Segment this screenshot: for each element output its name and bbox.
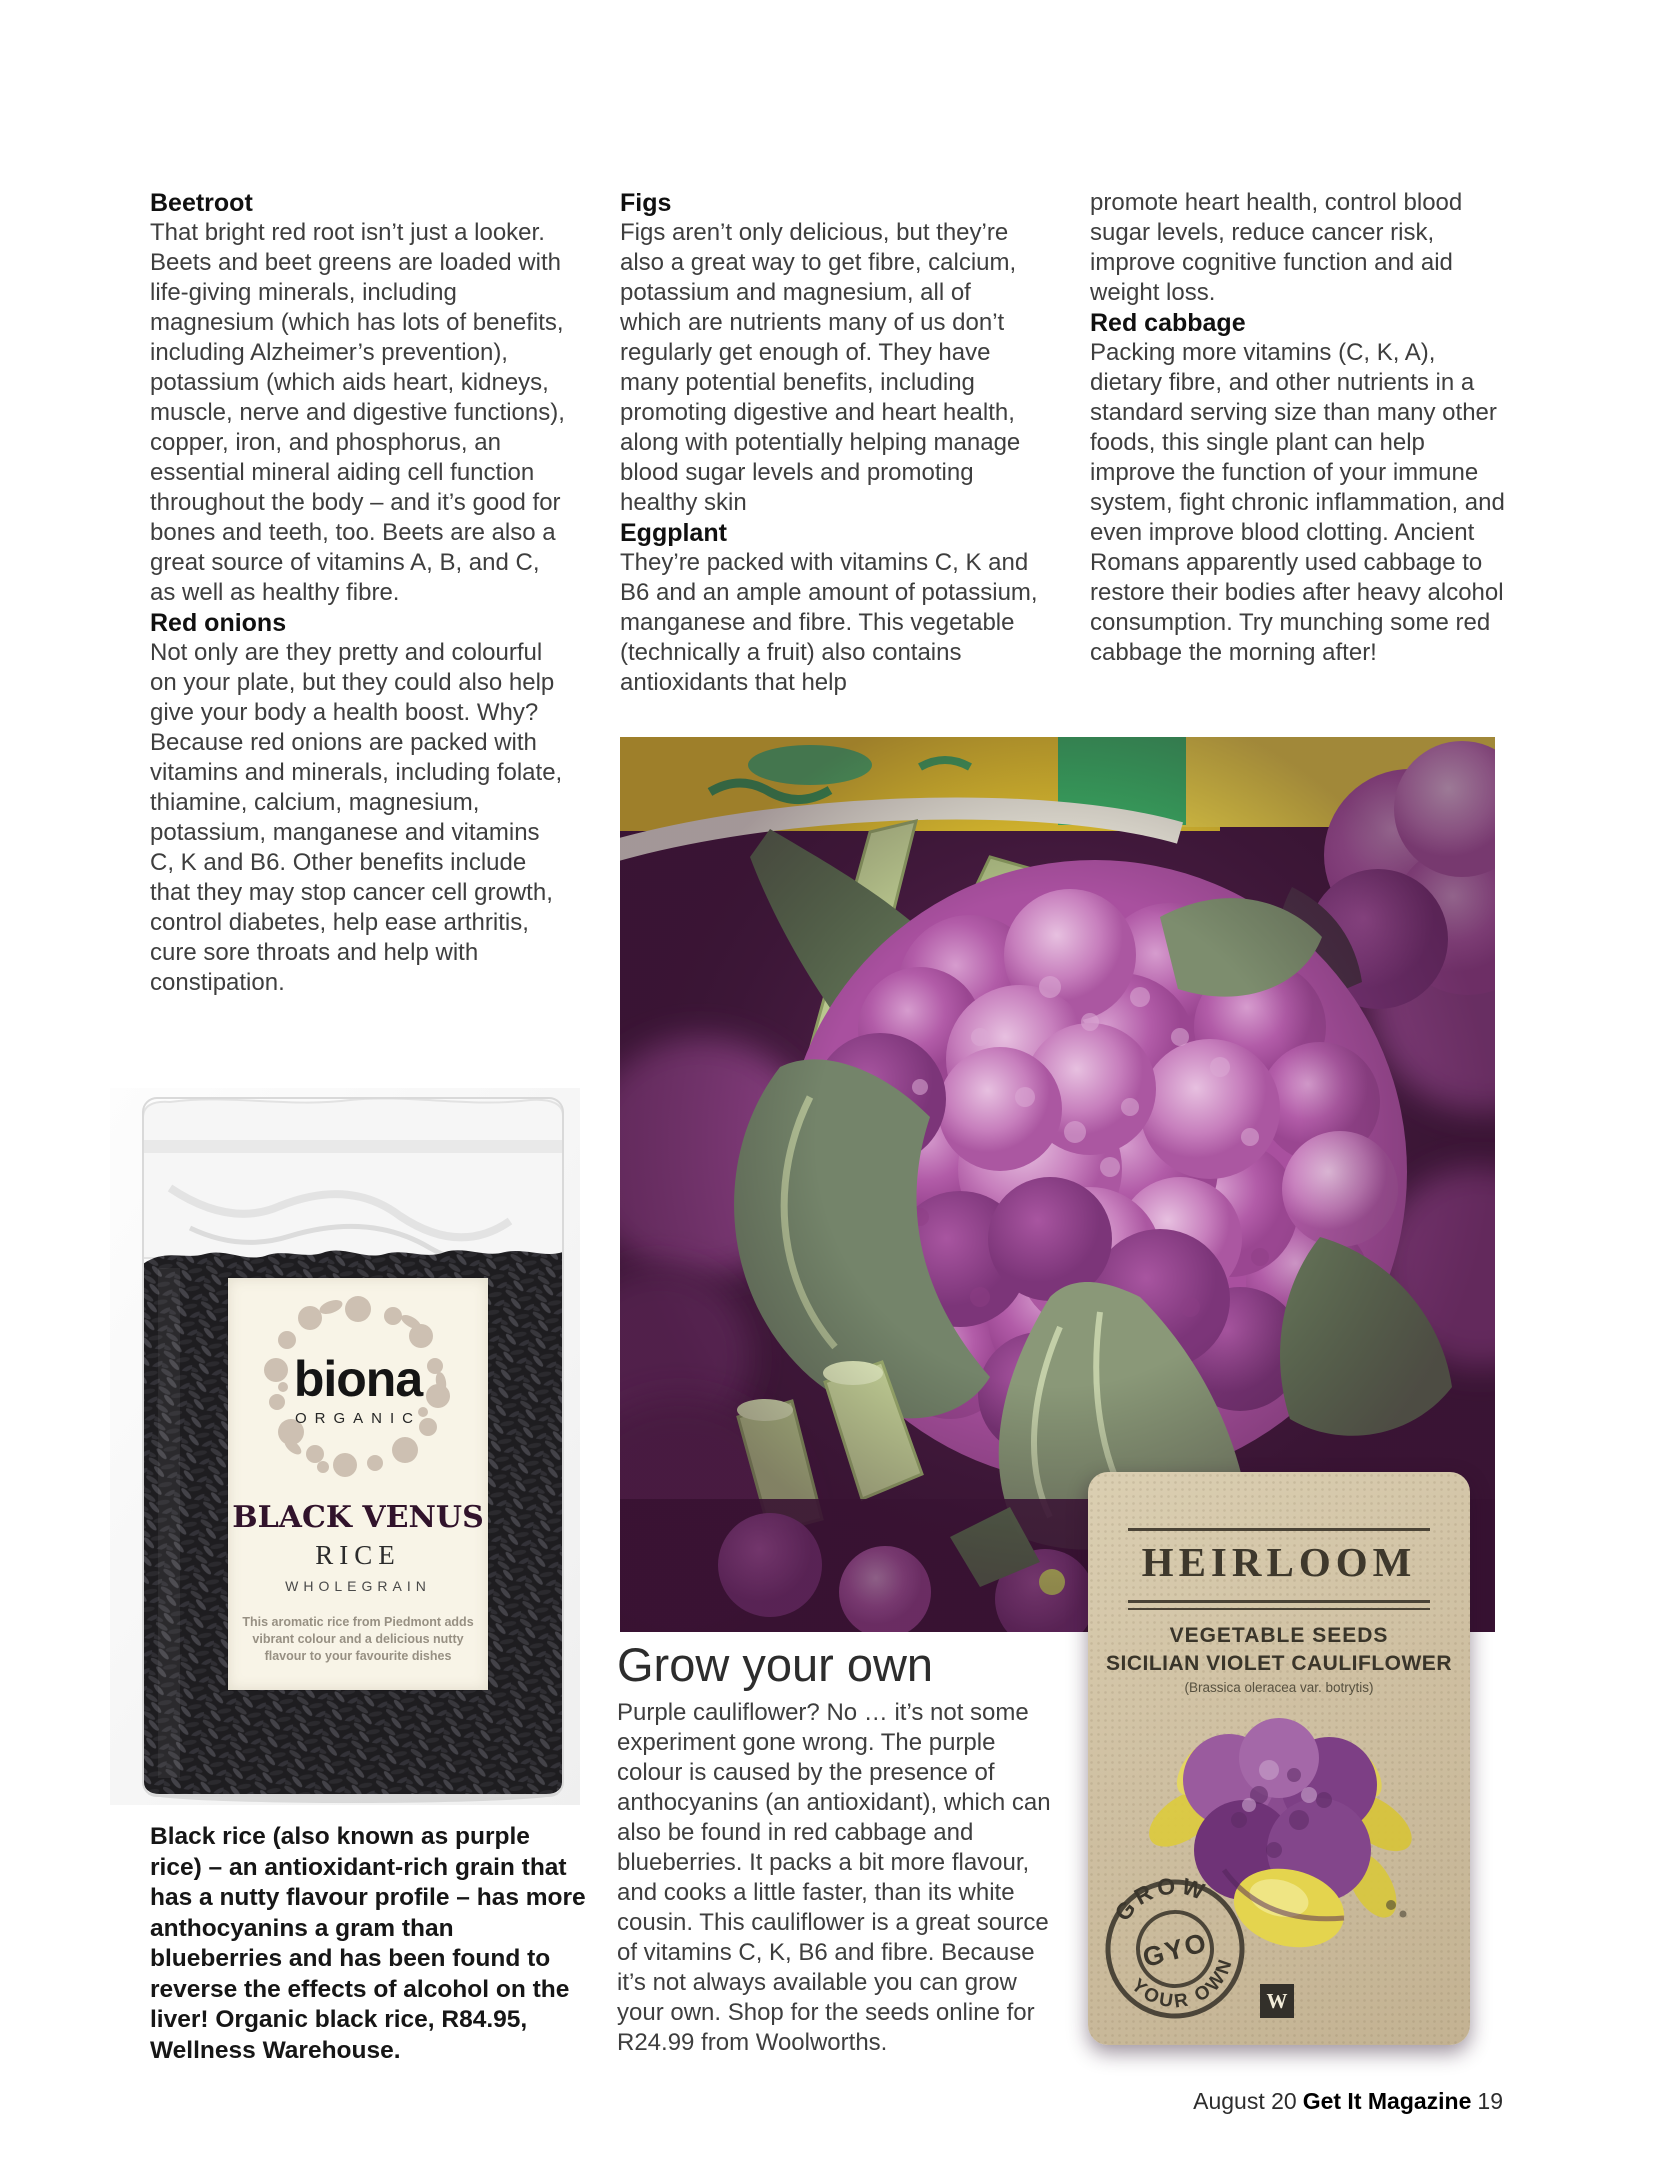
product-type: RICE — [315, 1540, 401, 1570]
figs-body: Figs aren’t only delicious, but they’re also a great way to get fibre, calcium, potassium and magnesium, all of which are nutrients many of us don’t regularly get enough of. They have many potential benefits, including promoting digestive and heart health, along with potentially helping manage blood sugar levels and promoting healthy skin — [620, 219, 1021, 516]
grow-your-own-stamp-icon — [1094, 1868, 1256, 2030]
column-3 — [1090, 188, 1508, 668]
packet-variety: SICILIAN VIOLET CAULIFLOWER — [1106, 1652, 1452, 1675]
column-1 — [150, 188, 568, 998]
column-2 — [620, 188, 1038, 698]
product-name: BLACK VENUS — [232, 1500, 484, 1535]
woolworths-logo — [1260, 1984, 1294, 2018]
biona-organic-text: ORGANIC — [294, 1410, 421, 1427]
footer-magazine-name: Get It Magazine — [1302, 2088, 1472, 2114]
footer-page-number: 19 — [1477, 2088, 1503, 2114]
red-cabbage-body: Packing more vitamins (C, K, A), dietary fibre, and other nutrients in a standard serving size than many other foods, this single plant can help improve the function of your immune system, fight chronic inflammation, and even improve blood clotting. Ancient Romans apparently used cabbage to restore their bodies after heavy alcohol consumption. Try munching some red cabbage the morning after! — [1090, 339, 1505, 666]
eggplant-continuation-body: promote heart health, control blood sugar levels, reduce cancer risk, improve cognitive function and aid weight loss. — [1090, 189, 1463, 306]
stamp-text-top: GROW — [1109, 1872, 1212, 1926]
biona-brand: biona — [293, 1351, 423, 1407]
biona-label — [228, 1278, 488, 1690]
beetroot-body: That bright red root isn’t just a looker. Beets and beet greens are loaded with life-giving minerals, including magnesium (which has lots of benefits, including Alzheimer’s prevention), potassium (which aids heart, kidneys, muscle, nerve and digestive functions), copper, iron, and phosphorus, an essential mineral aiding cell function throughout the body – and it’s good for bones and teeth, too. Beets are also a great source of vitamins A, B, and C, as well as healthy fibre. — [150, 219, 565, 606]
packet-category: VEGETABLE SEEDS — [1169, 1624, 1389, 1647]
black-rice-product-photo — [110, 1088, 580, 1805]
packet-rule-bottom — [1128, 1600, 1430, 1603]
grow-your-own-section — [617, 1640, 1057, 2058]
page-footer — [1193, 2088, 1503, 2115]
product-tagline-2: vibrant colour and a delicious nutty — [252, 1632, 464, 1646]
eggplant-body: They’re packed with vitamins C, K and B6 and an ample amount of potassium, manganese and fibre. This vegetable (technically a fruit) also contains antioxidants that help — [620, 549, 1038, 696]
eggplant-heading: Eggplant — [620, 519, 727, 547]
grow-your-own-body: Purple cauliflower? No … it’s not some experiment gone wrong. The purple colour is caused by the presence of anthocyanins (an antioxidant), which can also be found in red cabbage and blueberries. It packs a bit more flavour, and cooks a little faster, than its white cousin. This cauliflower is a great source of vitamins C, K, B6 and fibre. Because it’s not always available you can grow your own. Shop for the seeds online for R24.99 from Woolworths. — [617, 1699, 1051, 2056]
figs-heading: Figs — [620, 189, 672, 217]
packet-rule-top — [1128, 1528, 1430, 1531]
product-tagline-1: This aromatic rice from Piedmont adds — [242, 1615, 474, 1629]
woolworths-logo-letter: W — [1266, 1988, 1288, 2013]
product-grain: WHOLEGRAIN — [285, 1578, 431, 1594]
heirloom-seed-packet — [1088, 1472, 1470, 2045]
stamp-text-bottom: YOUR OWN — [1127, 1954, 1238, 2013]
packet-rule-bottom-thin — [1128, 1608, 1430, 1610]
heirloom-brand: HEIRLOOM — [1141, 1539, 1417, 1585]
product-tagline-3: flavour to your favourite dishes — [264, 1649, 452, 1663]
red-onions-body: Not only are they pretty and colourful on your plate, but they could also help give your body a health boost. Why? Because red onions are packed with vitamins and minerals, including folate, thiamine, calcium, magnesium, potassium, manganese and vitamins C, K and B6. Other benefits include that they may stop cancer cell growth, control diabetes, help ease arthritis, cure sore throats and help with constipation. — [150, 639, 563, 996]
red-cabbage-heading: Red cabbage — [1090, 309, 1246, 337]
red-onions-heading: Red onions — [150, 609, 287, 637]
stamp-text-center: GYO — [1139, 1926, 1212, 1973]
beetroot-heading: Beetroot — [150, 189, 253, 217]
packet-botanical-name: (Brassica oleracea var. botrytis) — [1184, 1680, 1374, 1695]
grow-your-own-title: Grow your own — [617, 1638, 934, 1691]
footer-issue: August 20 — [1193, 2088, 1297, 2114]
black-rice-caption: Black rice (also known as purple rice) – an antioxidant-rich grain that has a nutty flavour profile – has more anthocyanins a gram than blueberries and has been found to reverse the effects of alcohol on the liver! Organic black rice, R84.95, Wellness Warehouse. — [150, 1823, 586, 2064]
